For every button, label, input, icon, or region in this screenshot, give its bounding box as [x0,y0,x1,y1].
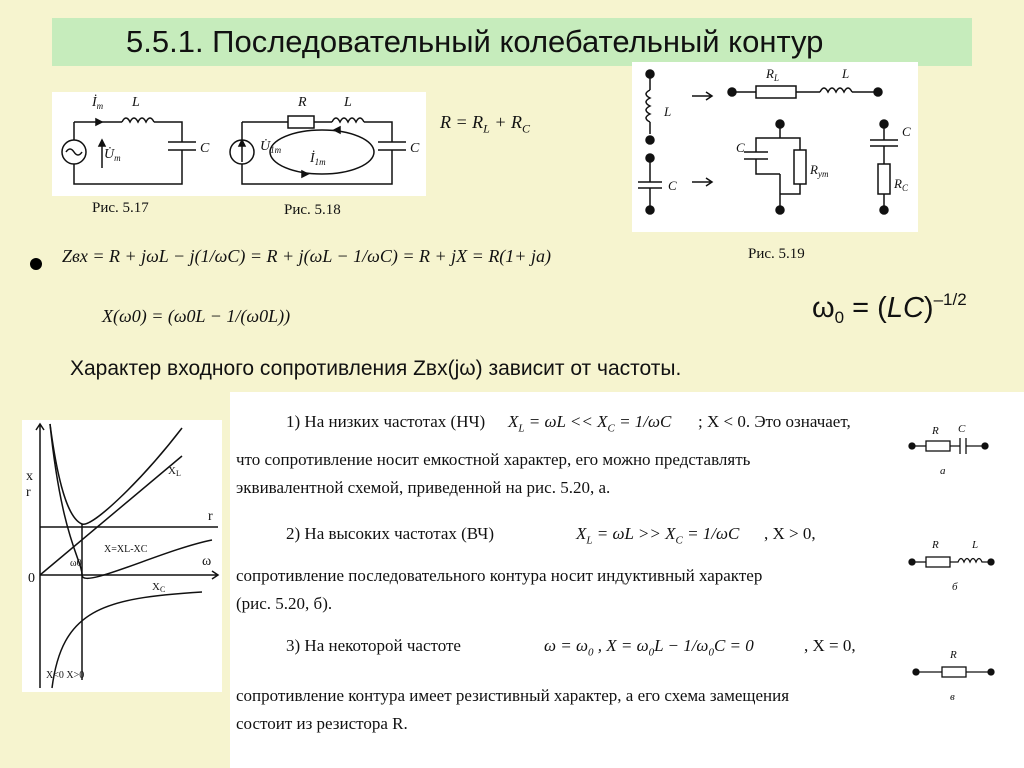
label-u1m: $U̇_{1m}$ [260,139,282,155]
graph-bottom-label: X<0 X>0 [46,670,85,681]
caption-fig-5-19: Рис. 5.19 [748,246,805,262]
graph-xl-label: XL [168,465,181,478]
character-text: Характер входного сопротивления Zвх(jω) зависит от частоты. [70,357,682,380]
label-rut: $R_{ут}$ [810,162,829,179]
scheme-b-l: L [972,539,979,551]
graph-omega-label: ω [202,554,212,569]
scheme-b-r: R [932,539,939,551]
circuit-fig-5-17-18 [52,92,426,196]
scheme-b-label: б [952,581,958,593]
label-r-518: R [298,95,307,110]
label-i1m: $İ_{1m}$ [310,151,326,167]
scheme-v-label: в [950,691,955,703]
scheme-a-r: R [932,425,939,437]
label-l-517: L [132,95,140,110]
graph-x-label: x [26,469,33,484]
case3-line1a: 3) На некоторой частоте [286,636,461,655]
label-l-519: L [664,104,672,119]
graph-omega0-label: ω0 [70,558,82,569]
case1-line2: что сопротивление носит емкостной характер, его можно представлять [236,450,751,469]
case3-line3: состоит из резистора R. [236,714,408,733]
label-rl: $R_L$ [766,66,779,83]
case1-line1a: 1) На низких частотах (НЧ) [286,412,486,431]
case3-line2: сопротивление контура имеет резистивный характер, а его схема замещения [236,686,790,705]
case1-formula: $X_L = \omega L << X_C = 1/\omega C$ [508,412,672,435]
label-c-519c: C [902,124,911,139]
page-title: 5.5.1. Последовательный колебательный контур [126,24,824,59]
label-c-519b: C [736,140,745,155]
scheme-a-label: а [940,465,946,477]
case2-line2: сопротивление последовательного контура носит индуктивный характер [236,566,763,585]
graph-r-label: r [26,485,31,500]
label-c-518: C [410,141,420,156]
label-c-519: C [668,178,677,193]
case3-line1b: , X = 0, [804,636,856,655]
case1-line1b: ; X < 0. Это означает, [698,412,851,431]
graph-xc-label: XC [152,581,166,594]
caption-fig-5-18: Рис. 5.18 [284,202,341,218]
label-c-517: C [200,141,210,156]
graph-zero-label: 0 [28,571,35,586]
scheme-a-c: C [958,423,966,435]
label-im: $İ_m$ [92,95,104,111]
label-l-518: L [344,95,352,110]
scheme-v-r: R [950,649,957,661]
bullet [30,258,42,270]
case2-line1b: , X > 0, [764,524,816,543]
label-rc: $R_C$ [894,176,908,193]
formula-r-sum: $R = R_L + R_C$ [440,112,530,136]
case2-line1a: 2) На высоких частотах (ВЧ) [286,524,495,543]
label-um: $U̇_m$ [104,147,121,163]
circuit-fig-5-19 [632,62,918,232]
case1-line3: эквивалентной схемой, приведенной на рис. 5.20, а. [236,478,611,497]
formula-zin: Zвх = R + jωL − j(1/ωC) = R + j(ωL − 1/ωC) = R + jX = R(1+ ja) [62,246,551,266]
case2-formula: $X_L = \omega L >> X_C = 1/\omega C$ [576,524,740,547]
title-bar [52,18,972,66]
case3-formula: $\omega = \omega_0$ , $X = \omega_0L - 1/\omega_0C = 0$ [544,636,754,659]
reactance-graph [22,420,222,692]
equivalent-schemes [896,410,1006,714]
formula-x-w0: X(ω0) = (ω0L − 1/(ω0L)) [102,306,291,326]
graph-r-line-label: r [208,509,213,524]
graph-xdiff-label: X=XL-XC [104,544,148,555]
case2-line3: (рис. 5.20, б). [236,594,333,613]
caption-fig-5-17: Рис. 5.17 [92,200,149,216]
omega0-formula: $\omega_0 = (LC)^{-1/2}$ [812,290,967,327]
label-l-519b: L [842,66,850,81]
